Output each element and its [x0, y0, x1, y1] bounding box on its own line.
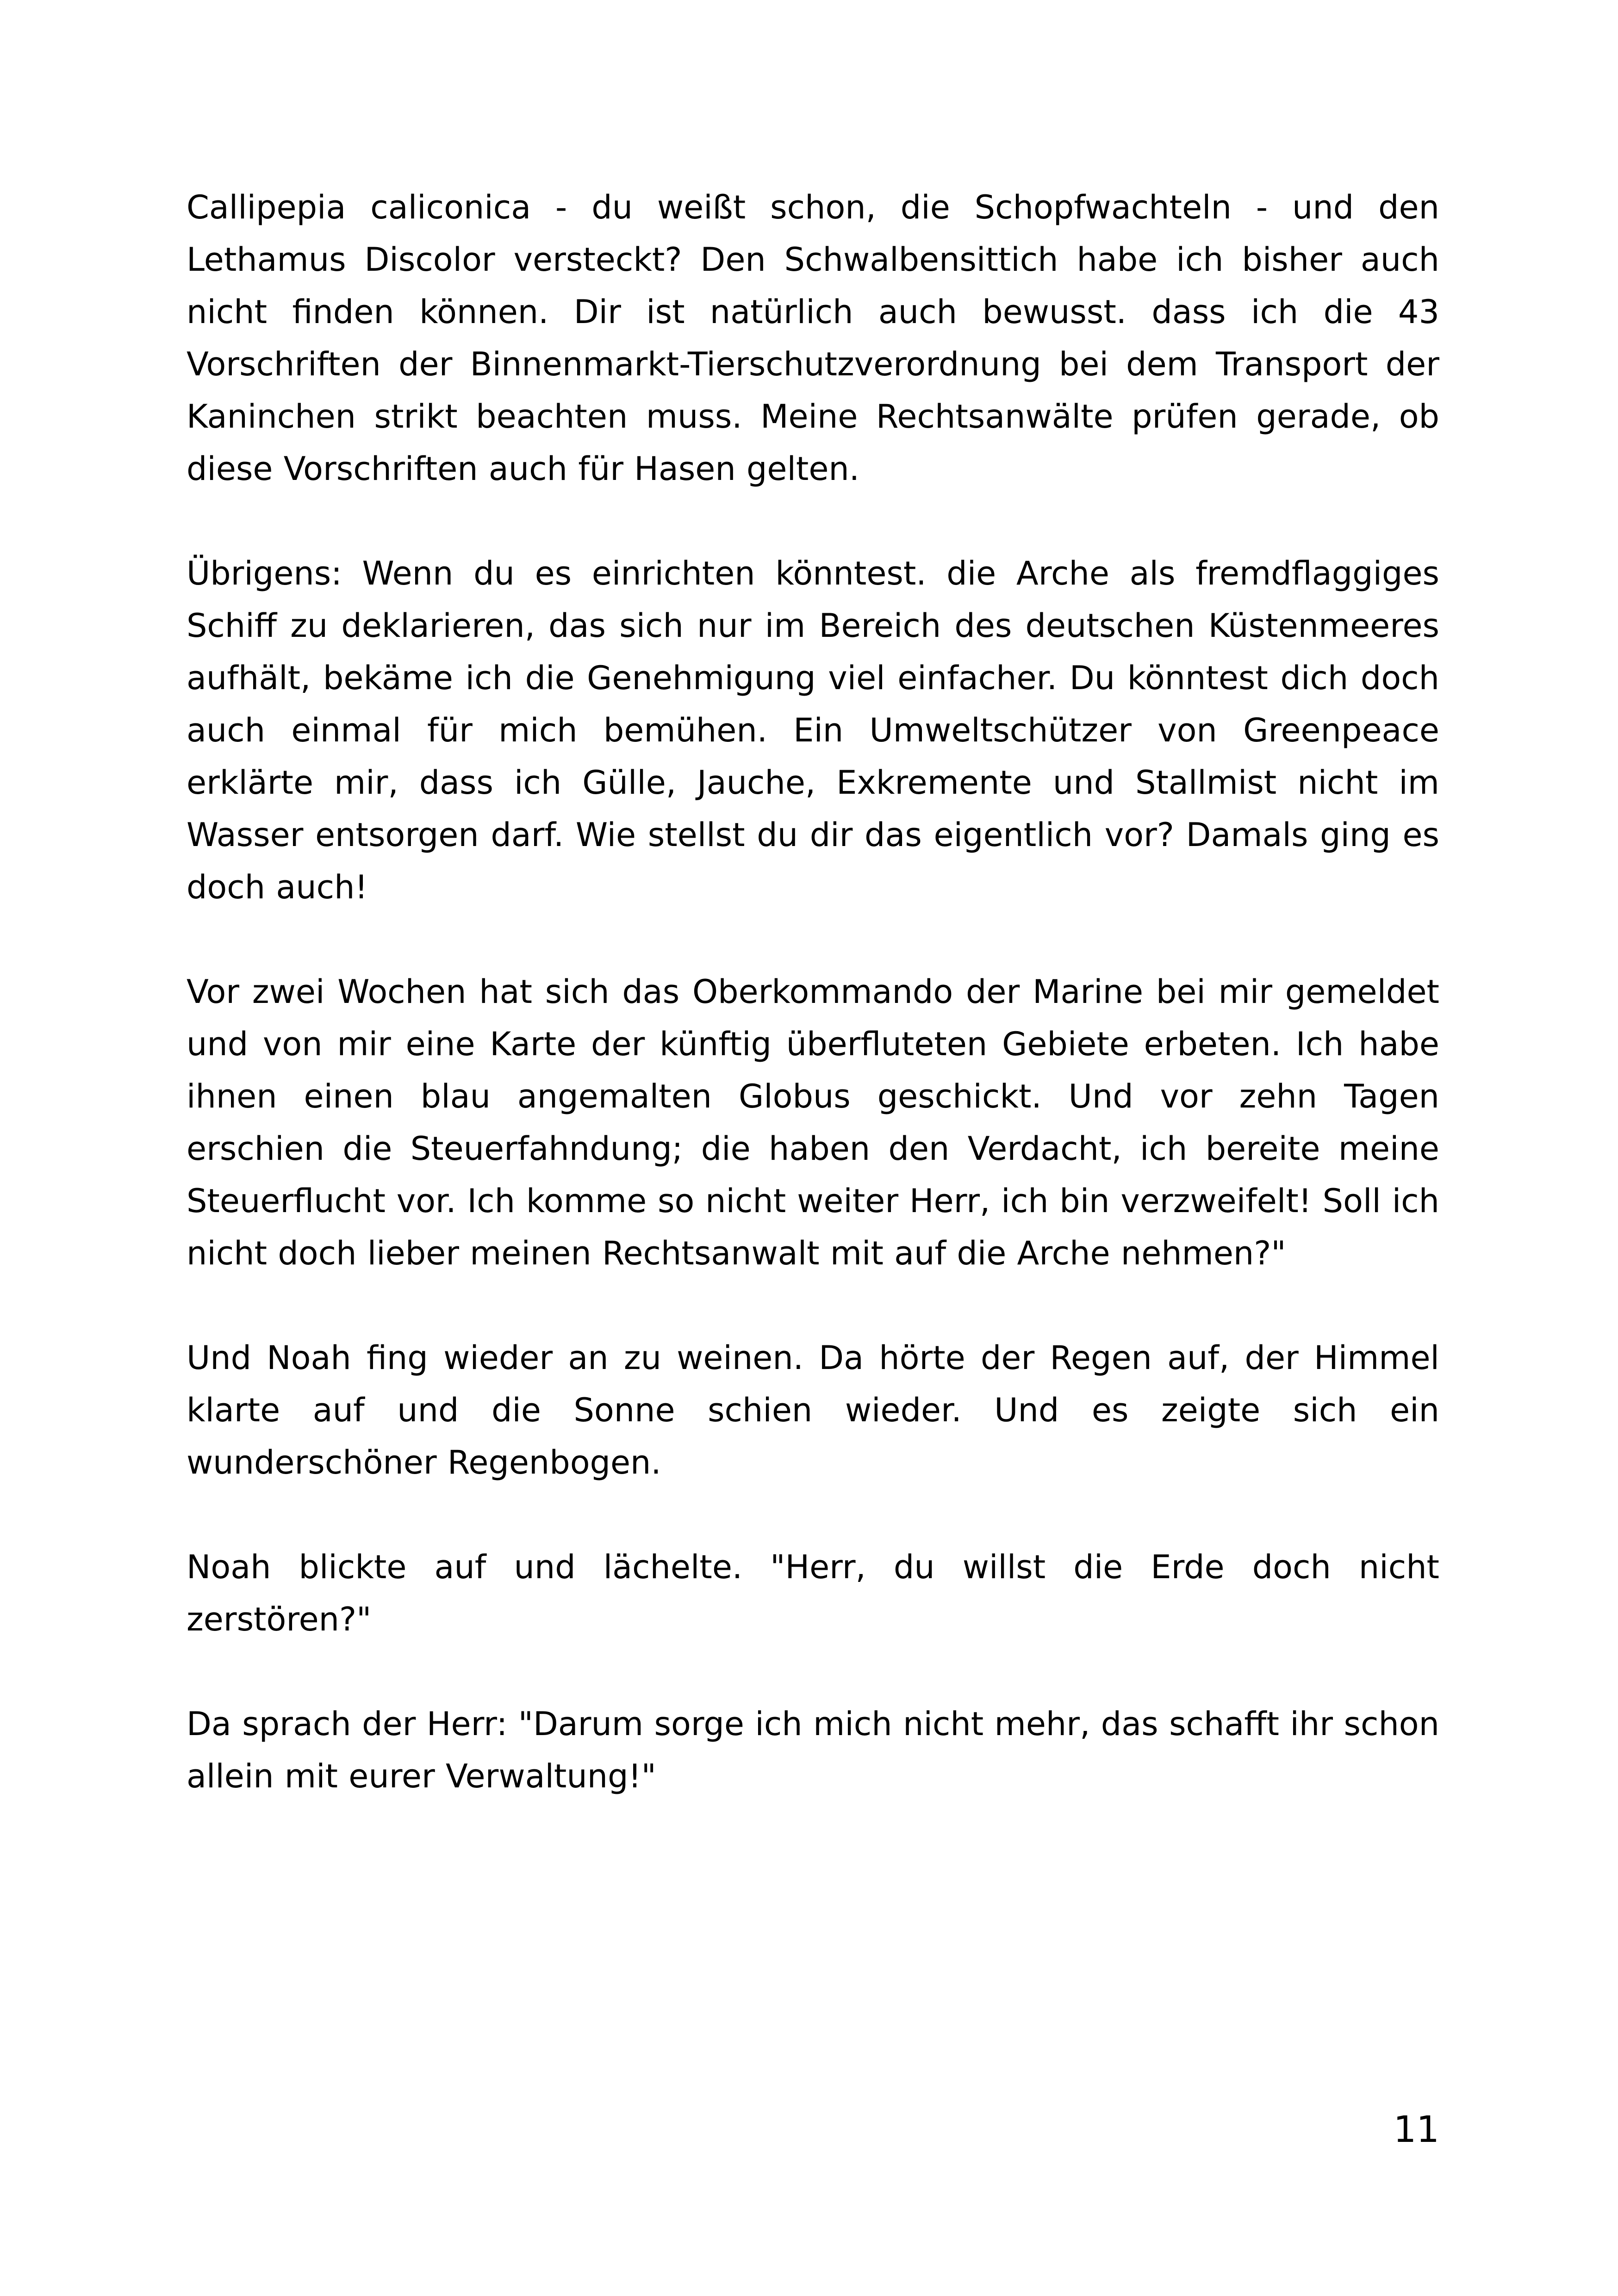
paragraph-3: Vor zwei Wochen hat sich das Oberkommando der Marine bei mir gemeldet und von mir eine Karte der künftig überfluteten Gebiete erbeten. Ich habe ihnen einen blau angemalten Globus geschickt. Und vor zehn Tagen erschien die Steuerfahndung; die haben den Verdacht, ich bereite meine Steuerflucht vor. Ich komme so nicht weiter Herr, ich bin verzweifelt! Soll ich nicht doch lieber meinen Rechtsanwalt mit auf die Arche nehmen?": [187, 973, 1439, 1272]
paragraph-2: Übrigens: Wenn du es einrichten könntest. die Arche als fremdflaggiges Schiff zu deklarieren, das sich nur im Bereich des deutschen Küstenmeeres aufhält, bekäme ich die Genehmigung viel einfacher. Du könntest dich doch auch einmal für mich bemühen. Ein Umweltschützer von Greenpeace erklärte mir, dass ich Gülle, Jauche, Exkremente und Stallmist nicht im Wasser entsorgen darf. Wie stellst du dir das eigentlich vor? Damals ging es doch auch!: [187, 554, 1439, 906]
paragraph-4: Und Noah fing wieder an zu weinen. Da hörte der Regen auf, der Himmel klarte auf und die Sonne schien wieder. Und es zeigte sich ein wunderschöner Regenbogen.: [187, 1339, 1439, 1481]
paragraph-1: Callipepia caliconica - du weißt schon, die Schopfwachteln - und den Lethamus Discolor versteckt? Den Schwalbensittich habe ich bisher auch nicht finden können. Dir ist natürlich auch bewusst. dass ich die 43 Vorschriften der Binnenmarkt-Tierschutzverordnung bei dem Transport der Kaninchen strikt beachten muss. Meine Rechtsanwälte prüfen gerade, ob diese Vorschriften auch für Hasen gelten.: [187, 188, 1439, 488]
body-text: [187, 181, 1439, 1855]
page-number: 11: [1393, 2109, 1439, 2151]
paragraph-5: Noah blickte auf und lächelte. "Herr, du willst die Erde doch nicht zerstören?": [187, 1548, 1439, 1638]
paragraph-6: Da sprach der Herr: "Darum sorge ich mich nicht mehr, das schafft ihr schon allein mit eurer Verwaltung!": [187, 1705, 1439, 1795]
